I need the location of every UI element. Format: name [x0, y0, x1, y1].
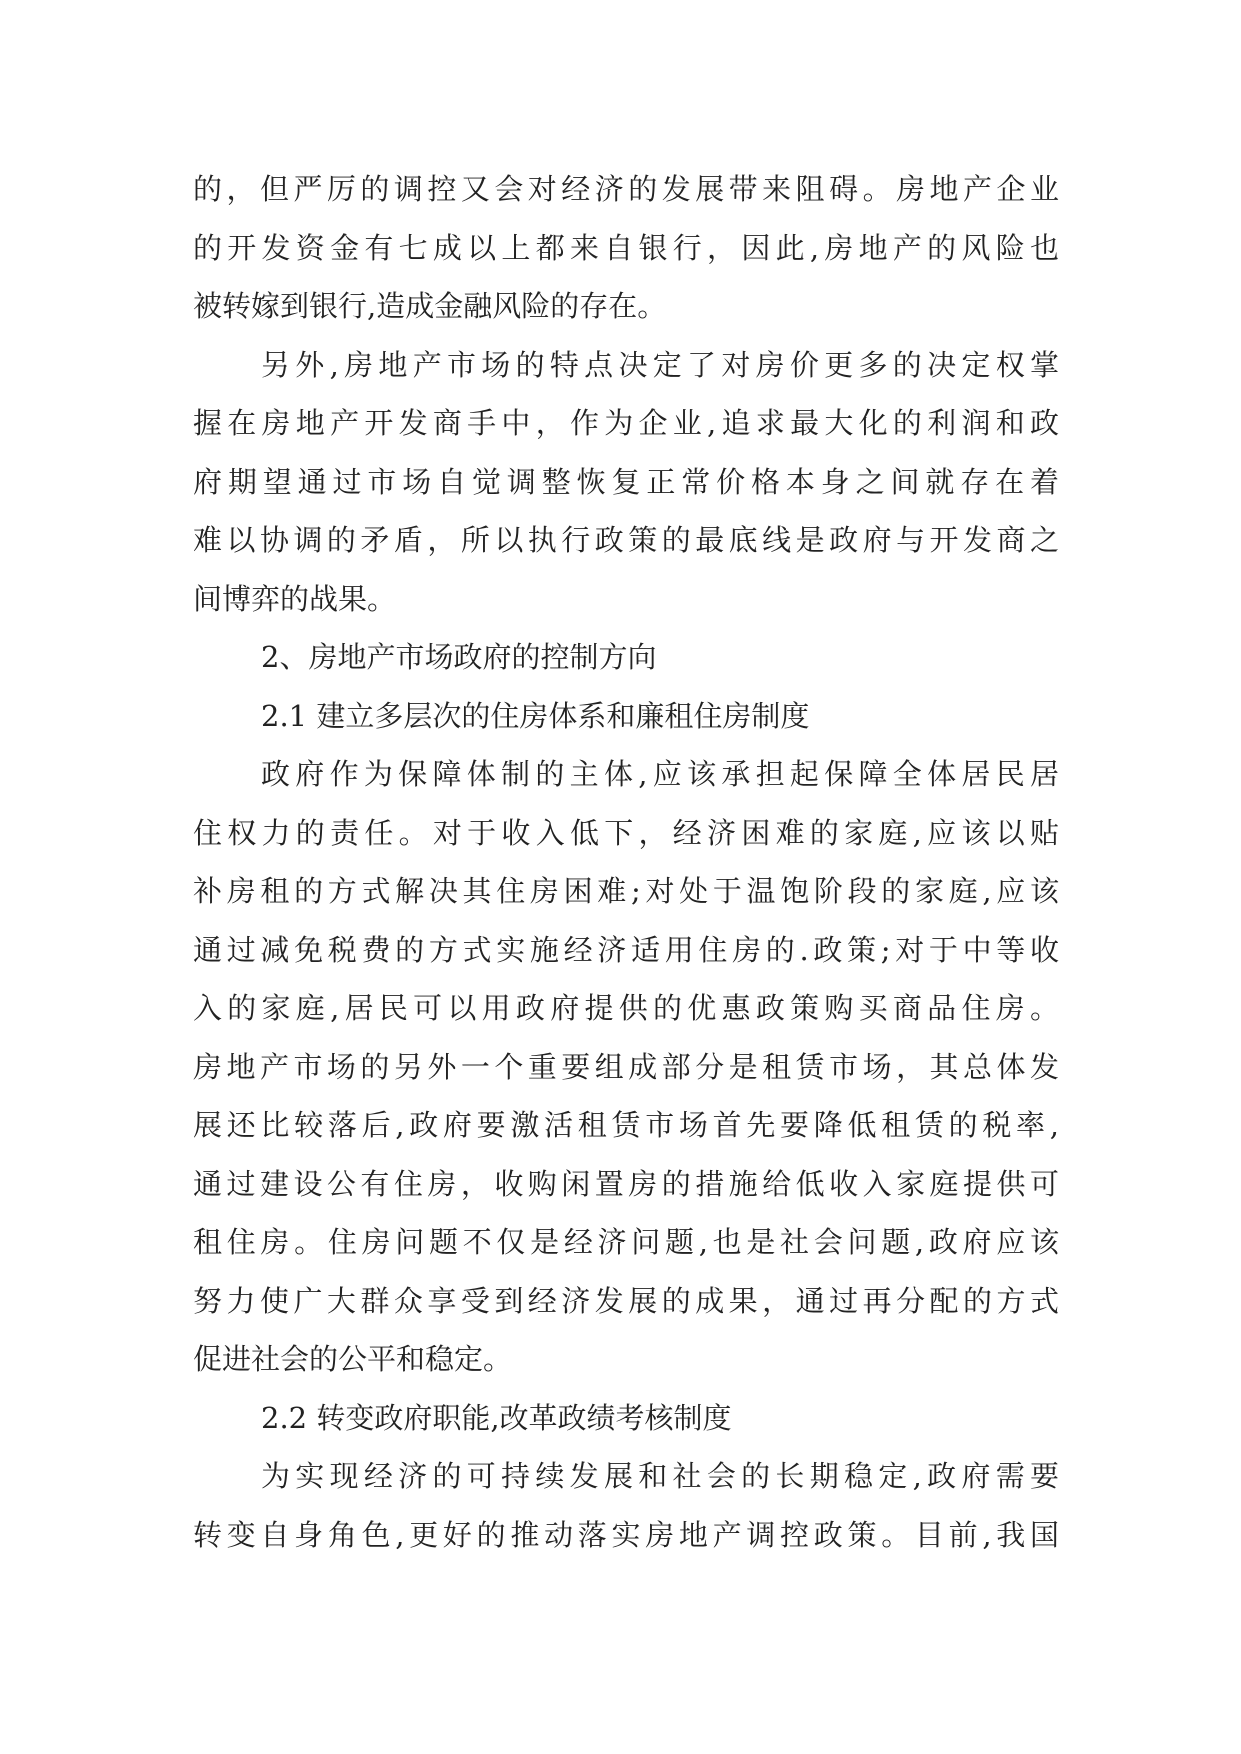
subsection-heading [193, 1389, 1059, 1448]
paragraph [193, 1447, 1059, 1564]
text-line: 被转嫁到银行,造成金融风险的存在。 [193, 289, 667, 323]
section-heading [193, 628, 1059, 687]
text-line: 入的家庭,居民可以用政府提供的优惠政策购买商品住房。 [193, 991, 1059, 1025]
paragraph-continuation [193, 160, 1059, 336]
text-line: 通过建设公有住房，收购闲置房的措施给低收入家庭提供可 [193, 1166, 1059, 1201]
text-line: 府期望通过市场自觉调整恢复正常价格本身之间就存在着 [193, 464, 1059, 499]
document-body [193, 160, 1059, 1564]
text-line: 补房租的方式解决其住房困难;对处于温饱阶段的家庭,应该 [193, 874, 1059, 908]
text-line: 为实现经济的可持续发展和社会的长期稳定,政府需要 [261, 1459, 1059, 1493]
heading-text: 2.1 建立多层次的住房体系和廉租住房制度 [261, 698, 810, 733]
text-line: 促进社会的公平和稳定。 [193, 1342, 513, 1376]
heading-text: 2.2 转变政府职能,改革政绩考核制度 [261, 1400, 732, 1435]
text-line: 租住房。住房问题不仅是经济问题,也是社会问题,政府应该 [193, 1225, 1059, 1259]
text-line: 的，但严厉的调控又会对经济的发展带来阻碍。房地产企业 [193, 172, 1059, 206]
text-line: 通过减免税费的方式实施经济适用住房的.政策;对于中等收 [193, 932, 1059, 967]
text-line: 转变自身角色,更好的推动落实房地产调控政策。目前,我国 [193, 1517, 1059, 1552]
text-line: 间博弈的战果。 [193, 581, 397, 616]
heading-text: 2、房地产市场政府的控制方向 [261, 640, 657, 674]
text-line: 难以协调的矛盾，所以执行政策的最底线是政府与开发商之 [193, 523, 1059, 557]
paragraph [193, 745, 1059, 1389]
text-line: 努力使广大群众享受到经济发展的成果，通过再分配的方式 [193, 1283, 1059, 1318]
text-line: 展还比较落后,政府要激活租赁市场首先要降低租赁的税率, [193, 1108, 1059, 1142]
text-line: 握在房地产开发商手中，作为企业,追求最大化的利润和政 [193, 406, 1059, 440]
text-line: 房地产市场的另外一个重要组成部分是租赁市场，其总体发 [193, 1049, 1059, 1084]
text-line: 住权力的责任。对于收入低下，经济困难的家庭,应该以贴 [193, 815, 1059, 850]
paragraph [193, 336, 1059, 629]
text-line: 的开发资金有七成以上都来自银行，因此,房地产的风险也 [193, 230, 1059, 265]
text-line: 政府作为保障体制的主体,应该承担起保障全体居民居 [261, 757, 1059, 791]
subsection-heading [193, 687, 1059, 746]
text-line: 另外,房地产市场的特点决定了对房价更多的决定权掌 [261, 347, 1059, 382]
